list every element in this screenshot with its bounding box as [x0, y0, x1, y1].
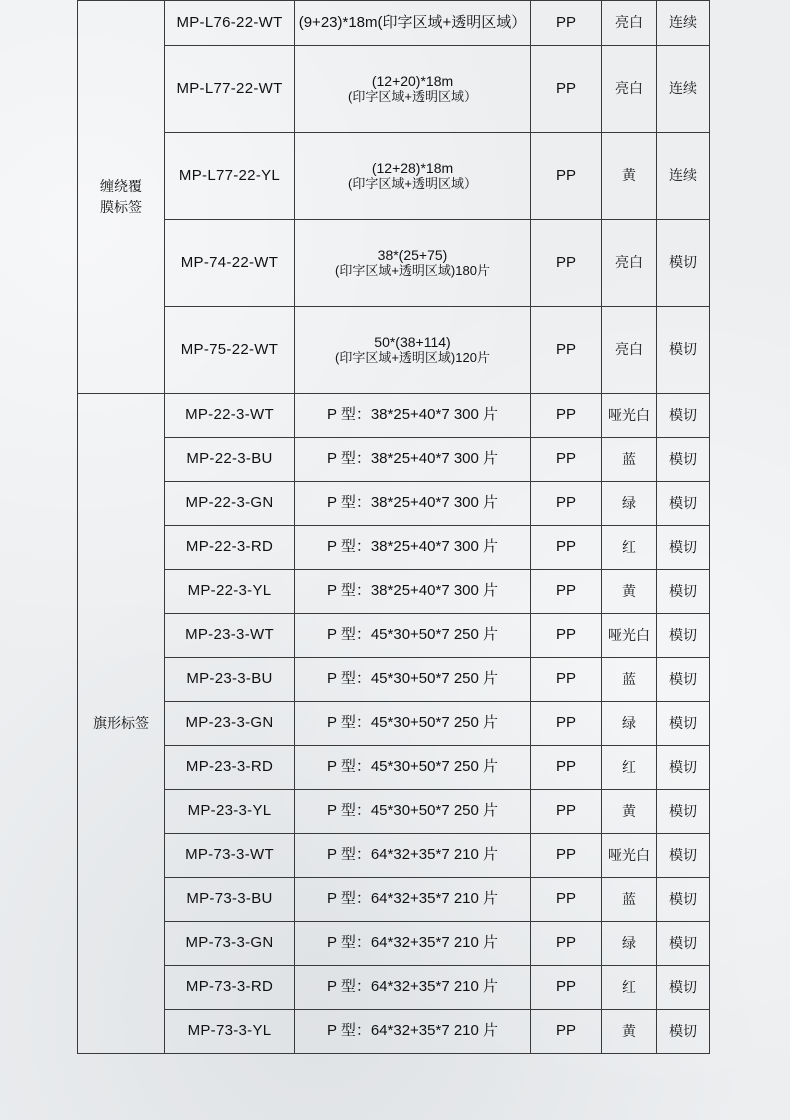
material: PP	[531, 133, 602, 220]
color: 黄	[602, 570, 657, 614]
material: PP	[531, 220, 602, 307]
size-line-2: (印字区域+透明区域）	[348, 88, 477, 104]
color: 亮白	[602, 46, 657, 133]
process: 模切	[657, 834, 710, 878]
process: 连续	[657, 133, 710, 220]
product-spec-table	[77, 0, 710, 1054]
product-code: MP-22-3-RD	[165, 526, 295, 570]
table-row	[78, 790, 710, 834]
product-code: MP-73-3-GN	[165, 922, 295, 966]
size-spec: P 型：45*30+50*7 250 片	[295, 790, 531, 834]
color: 亮白	[602, 307, 657, 394]
color: 绿	[602, 702, 657, 746]
table-row	[78, 878, 710, 922]
size-spec: P 型：64*32+35*7 210 片	[295, 878, 531, 922]
table-row	[78, 614, 710, 658]
color: 亮白	[602, 1, 657, 46]
process: 模切	[657, 526, 710, 570]
product-code: MP-74-22-WT	[165, 220, 295, 307]
table-row	[78, 966, 710, 1010]
table-row	[78, 438, 710, 482]
material: PP	[531, 526, 602, 570]
material: PP	[531, 614, 602, 658]
size-spec: P 型：45*30+50*7 250 片	[295, 702, 531, 746]
material: PP	[531, 790, 602, 834]
process: 模切	[657, 220, 710, 307]
size-spec: P 型：64*32+35*7 210 片	[295, 1010, 531, 1054]
size-line-1: (12+20)*18m	[371, 73, 454, 90]
product-code: MP-L77-22-YL	[165, 133, 295, 220]
size-spec: P 型：45*30+50*7 250 片	[295, 746, 531, 790]
process: 模切	[657, 966, 710, 1010]
material: PP	[531, 878, 602, 922]
process: 连续	[657, 46, 710, 133]
size-line-1: 38*(25+75)	[377, 247, 448, 264]
table-row	[78, 526, 710, 570]
category-cell: 旗形标签	[78, 394, 165, 1054]
product-code: MP-73-3-RD	[165, 966, 295, 1010]
table-row	[78, 834, 710, 878]
size-spec	[295, 133, 531, 220]
product-code: MP-23-3-WT	[165, 614, 295, 658]
product-code: MP-75-22-WT	[165, 307, 295, 394]
process: 模切	[657, 790, 710, 834]
color: 哑光白	[602, 614, 657, 658]
size-line-1: 50*(38+114)	[374, 334, 451, 351]
table-row	[78, 702, 710, 746]
size-spec: P 型：38*25+40*7 300 片	[295, 482, 531, 526]
size-spec: P 型：45*30+50*7 250 片	[295, 658, 531, 702]
product-code: MP-22-3-GN	[165, 482, 295, 526]
material: PP	[531, 658, 602, 702]
material: PP	[531, 438, 602, 482]
process: 模切	[657, 570, 710, 614]
size-spec: P 型：45*30+50*7 250 片	[295, 614, 531, 658]
product-code: MP-22-3-BU	[165, 438, 295, 482]
product-code: MP-23-3-YL	[165, 790, 295, 834]
product-code: MP-L77-22-WT	[165, 46, 295, 133]
color: 红	[602, 966, 657, 1010]
size-spec: (9+23)*18m(印字区域+透明区域）	[295, 1, 531, 46]
table-row	[78, 133, 710, 220]
product-code: MP-22-3-WT	[165, 394, 295, 438]
size-spec: P 型：38*25+40*7 300 片	[295, 526, 531, 570]
table-row	[78, 482, 710, 526]
process: 模切	[657, 1010, 710, 1054]
process: 模切	[657, 922, 710, 966]
process: 连续	[657, 1, 710, 46]
color: 红	[602, 746, 657, 790]
category-line: 缠绕覆	[100, 178, 142, 194]
process: 模切	[657, 878, 710, 922]
table-row	[78, 922, 710, 966]
size-spec: P 型：38*25+40*7 300 片	[295, 438, 531, 482]
size-spec: P 型：38*25+40*7 300 片	[295, 570, 531, 614]
material: PP	[531, 570, 602, 614]
size-spec: P 型：64*32+35*7 210 片	[295, 922, 531, 966]
color: 哑光白	[602, 394, 657, 438]
material: PP	[531, 482, 602, 526]
material: PP	[531, 307, 602, 394]
process: 模切	[657, 746, 710, 790]
process: 模切	[657, 394, 710, 438]
product-code: MP-73-3-YL	[165, 1010, 295, 1054]
process: 模切	[657, 702, 710, 746]
size-line-1: (12+28)*18m	[371, 160, 454, 177]
color: 黄	[602, 133, 657, 220]
size-line-2: (印字区域+透明区域)180片	[335, 262, 490, 278]
process: 模切	[657, 482, 710, 526]
size-line-2: (印字区域+透明区域)120片	[335, 349, 490, 365]
material: PP	[531, 1010, 602, 1054]
process: 模切	[657, 438, 710, 482]
size-spec: P 型：64*32+35*7 210 片	[295, 966, 531, 1010]
size-spec: P 型：38*25+40*7 300 片	[295, 394, 531, 438]
material: PP	[531, 746, 602, 790]
table-row	[78, 1010, 710, 1054]
category-line: 膜标签	[100, 199, 142, 215]
table-row	[78, 46, 710, 133]
product-code: MP-73-3-WT	[165, 834, 295, 878]
material: PP	[531, 1, 602, 46]
color: 黄	[602, 1010, 657, 1054]
product-code: MP-23-3-RD	[165, 746, 295, 790]
size-spec	[295, 220, 531, 307]
table-row	[78, 220, 710, 307]
table-row	[78, 658, 710, 702]
size-spec	[295, 307, 531, 394]
color: 蓝	[602, 878, 657, 922]
table-row	[78, 307, 710, 394]
color: 蓝	[602, 438, 657, 482]
material: PP	[531, 46, 602, 133]
process: 模切	[657, 658, 710, 702]
process: 模切	[657, 307, 710, 394]
size-spec	[295, 46, 531, 133]
product-code: MP-23-3-GN	[165, 702, 295, 746]
process: 模切	[657, 614, 710, 658]
product-code: MP-73-3-BU	[165, 878, 295, 922]
material: PP	[531, 702, 602, 746]
category-cell	[78, 1, 165, 394]
material: PP	[531, 834, 602, 878]
table-row	[78, 570, 710, 614]
color: 蓝	[602, 658, 657, 702]
color: 黄	[602, 790, 657, 834]
size-spec: P 型：64*32+35*7 210 片	[295, 834, 531, 878]
color: 哑光白	[602, 834, 657, 878]
color: 绿	[602, 482, 657, 526]
table-row	[78, 394, 710, 438]
material: PP	[531, 966, 602, 1010]
color: 亮白	[602, 220, 657, 307]
product-code: MP-22-3-YL	[165, 570, 295, 614]
table-row	[78, 1, 710, 46]
product-code: MP-23-3-BU	[165, 658, 295, 702]
color: 红	[602, 526, 657, 570]
size-line-2: (印字区域+透明区域）	[348, 175, 477, 191]
material: PP	[531, 394, 602, 438]
color: 绿	[602, 922, 657, 966]
material: PP	[531, 922, 602, 966]
table-row	[78, 746, 710, 790]
product-code: MP-L76-22-WT	[165, 1, 295, 46]
